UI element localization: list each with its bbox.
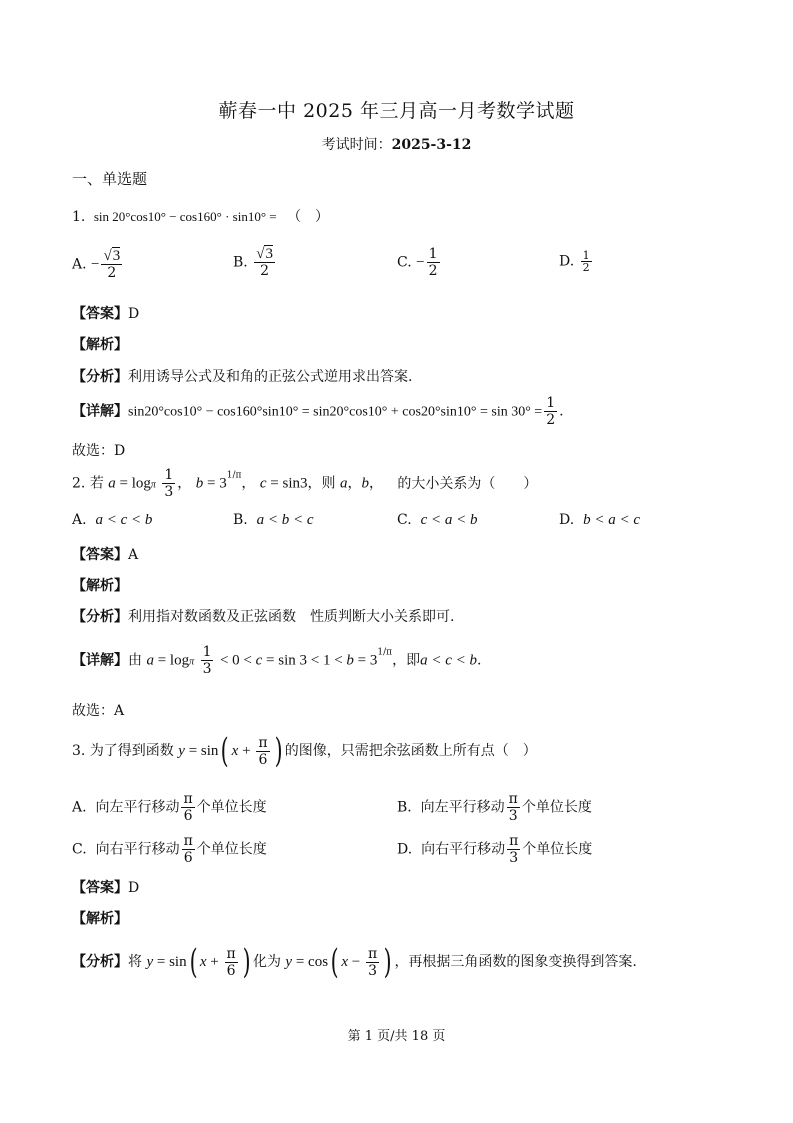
q2-option-d: D. b < a < c bbox=[559, 512, 640, 528]
q1-detail: 【详解】sin20°cos10° − cos160°sin10° = sin20°cos10° + cos20°sin10° = sin 30° = $\frac{1}{2}$ . bbox=[72, 395, 564, 428]
q1-option-a: A. − $\frac{√3}{2}$ bbox=[72, 248, 121, 281]
q3-option-a: A. 向左平行移动 $\frac{\pi}{6}$ 个单位长度 bbox=[72, 791, 267, 824]
q3-answer: 【答案】D bbox=[72, 880, 140, 896]
q2-option-c: C. c < a < b bbox=[397, 512, 478, 528]
q1-analysis: 【解析】 bbox=[72, 337, 128, 353]
q2-option-a: A. a < c < b bbox=[72, 512, 153, 528]
q2-stem: 2. 若 a = logπ $\frac{1}{3}$ ， $b = 3^{1/\pi}$， c = sin3，则 a，b， 的大小关系为（ ） bbox=[72, 467, 538, 500]
q1-option-c: C. − $\frac{1}{2}$ bbox=[397, 246, 438, 279]
q3-option-c: C. 向右平行移动 $\frac{\pi}{6}$ 个单位长度 bbox=[72, 833, 267, 866]
q2-choose: 故选：A bbox=[72, 703, 125, 719]
exam-time: 考试时间：2025-3-12 bbox=[321, 137, 472, 153]
section-heading: 一、单选题 bbox=[72, 170, 148, 188]
q3-fenxi: 【分析】将 y = sin( x + $\frac{\pi}{6}$ ) 化为 y = cos( x − $\frac{\pi}{3}$ ) ，再根据三角函数的图象变换得到答案. bbox=[72, 942, 637, 982]
q2-analysis: 【解析】 bbox=[72, 578, 128, 594]
page-number: 第 1 页/共 18 页 bbox=[347, 1029, 446, 1044]
q1-choose: 故选：D bbox=[72, 443, 126, 459]
q2-detail: 【详解】由 a = logπ $\frac{1}{3}$ < $0 < c = \sin 3 < 1 < b = 3^{1/\pi}$，即a < c < b. bbox=[72, 644, 482, 677]
q1-stem: 1. sin 20°cos10° − cos160° · sin10° = （ ） bbox=[72, 209, 330, 225]
q3-option-b: B. 向左平行移动 $\frac{\pi}{3}$ 个单位长度 bbox=[397, 791, 592, 824]
q2-fenxi: 【分析】利用指对数函数及正弦函数 性质判断大小关系即可. bbox=[72, 609, 455, 625]
q1-option-b: B. $\frac{√3}{2}$ bbox=[233, 246, 273, 279]
q2-answer: 【答案】A bbox=[72, 547, 139, 563]
page-title: 蕲春一中 2025 年三月高一月考数学试题 bbox=[218, 100, 575, 122]
q3-option-d: D. 向右平行移动 $\frac{\pi}{3}$ 个单位长度 bbox=[397, 833, 593, 866]
q1-answer: 【答案】D bbox=[72, 306, 140, 322]
q3-analysis: 【解析】 bbox=[72, 911, 128, 927]
q3-stem: 3. 为了得到函数 y = sin( x + $\frac{\pi}{6}$ ) 的图像，只需把余弦函数上所有点（ ） bbox=[72, 731, 537, 771]
q2-option-b: B. a < b < c bbox=[233, 512, 314, 528]
q1-option-d: D. $\frac{1}{2}$ bbox=[559, 249, 590, 274]
q1-fenxi: 【分析】利用诱导公式及和角的正弦公式逆用求出答案. bbox=[72, 369, 413, 385]
